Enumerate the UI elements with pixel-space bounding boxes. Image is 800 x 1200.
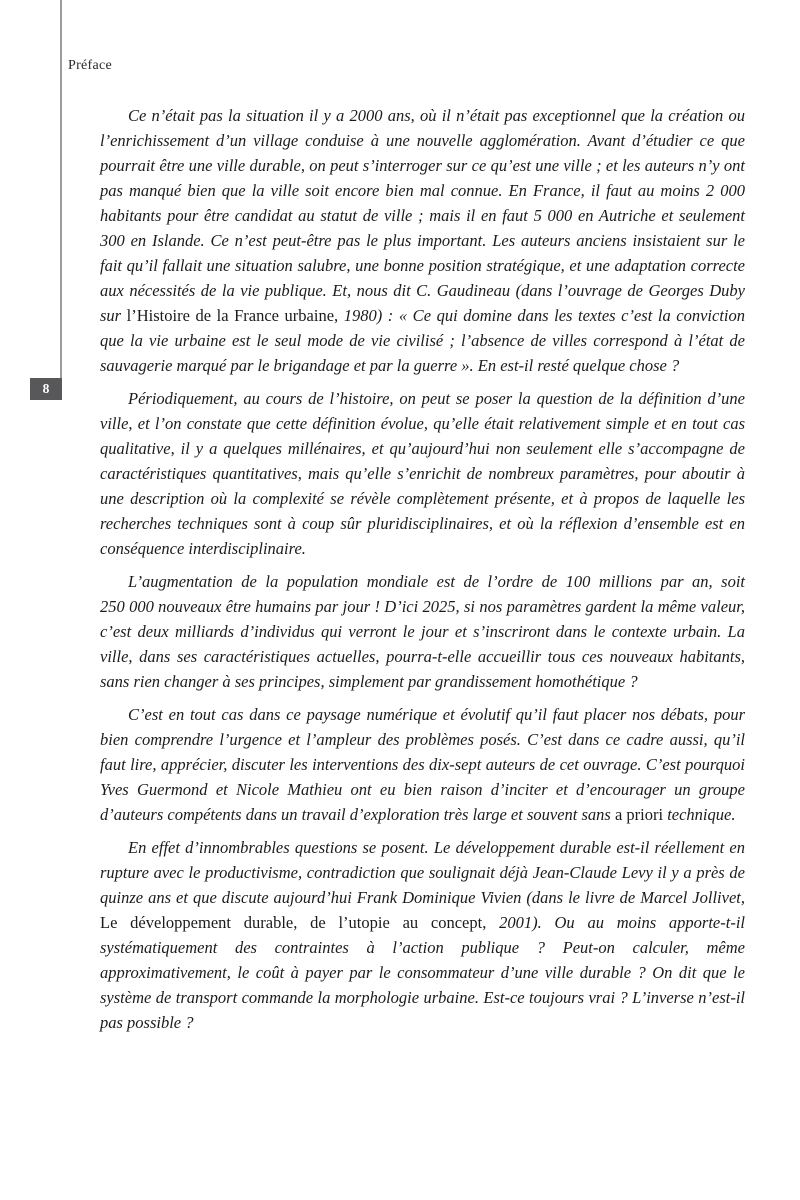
roman-title-segment: Le développement durable, de l’utopie au concept,: [100, 913, 500, 932]
page-number-badge: 8: [30, 378, 62, 400]
text-segment: En effet d’innombrables questions se posent. Le développement durable est-il réellement en rupture avec le productivisme, contradiction que soulignait déjà Jean-Claude Levy il y a près de quinze ans et que discute aujourd’hui Frank Dominique Vivien (dans le livre de Marcel Jollivet,: [100, 838, 745, 907]
text-segment: Périodiquement, au cours de l’histoire, on peut se poser la question de la définition d’une ville, et l’on constate que cette définition évolue, qu’elle était relativement simple et en tout cas qualitative, il y a quelques millénaires, et qu’aujourd’hui non seulement elle s’accompagne de caractéristiques quantitatives, mais qu’elle s’enrichit de nombreux paramètres, pour aboutir à une description où la complexité se révèle complètement présente, et à propos de laquelle les recherches techniques sont à coup sûr pluridisciplinaires, et où la réflexion d’ensemble est en conséquence interdisciplinaire.: [100, 389, 745, 558]
text-segment: 1980) : « Ce qui domine dans les textes c’est la conviction que la vie urbaine est le seul mode de vie civilisé ; l’absence de villes correspond à l’état de sauvagerie marqué par le brigandage et par la guerre ». En est-il resté quelque chose ?: [100, 306, 745, 375]
text-segment: technique.: [663, 805, 736, 824]
paragraph: [100, 702, 745, 827]
text-segment: C’est en tout cas dans ce paysage numérique et évolutif qu’il faut placer nos débats, pour bien comprendre l’urgence et l’ampleur des problèmes posés. C’est dans ce cadre aussi, qu’il faut lire, apprécier, discuter les interventions des dix-sept auteurs de cet ouvrage. C’est pourquoi Yves Guermond et Nicole Mathieu ont eu bien raison d’inciter et d’encourager un groupe d’auteurs compétents dans un travail d’exploration très large et souvent sans: [100, 705, 745, 824]
text-segment: L’augmentation de la population mondiale est de l’ordre de 100 millions par an, soit 250 000 nouveaux être humains par jour ! D’ici 2025, si nos paramètres gardent la même valeur, c’est deux milliards d’individus qui verront le jour et s’inscriront dans le contexte urbain. La ville, dans ses caractéristiques actuelles, pourra-t-elle accueillir tous ces nouveaux habitants, sans rien changer à ses principes, simplement par grandissement homothétique ?: [100, 572, 745, 691]
paragraph: [100, 569, 745, 694]
roman-title-segment: a priori: [614, 805, 664, 824]
paragraph: [100, 835, 745, 1035]
text-segment: 2001). Ou au moins apporte-t-il systématiquement des contraintes à l’action publique ? Peut-on calculer, même approximativement, le coût à payer par le consommateur d’une ville durable ? On dit que le système de transport commande la morphologie urbaine. Est-ce toujours vrai ? L’inverse n’est-il pas possible ?: [100, 913, 745, 1032]
margin-rule: [60, 0, 62, 400]
paragraph: [100, 386, 745, 561]
roman-title-segment: l’Histoire de la France urbaine,: [126, 306, 344, 325]
text-segment: Ce n’était pas la situation il y a 2000 ans, où il n’était pas exceptionnel que la création ou l’enrichissement d’un village conduise à une nouvelle agglomération. Avant d’étudier ce que pourrait être une ville durable, on peut s’interroger sur ce qu’est une ville ; et les auteurs n’y ont pas manqué bien que la ville soit encore bien mal connue. En France, il faut au moins 2 000 habitants pour être candidat au statut de ville ; mais il en faut 5 000 en Autriche et seulement 300 en Islande. Ce n’est peut-être pas le plus important. Les auteurs anciens insistaient sur le fait qu’il fallait une situation salubre, une bonne position stratégique, et une adaptation correcte aux nécessités de la vie publique. Et, nous dit C. Gaudineau (dans l’ouvrage de Georges Duby sur: [100, 106, 745, 325]
paragraph: [100, 103, 745, 378]
text-block: [100, 103, 745, 1043]
running-head: Préface: [68, 58, 113, 73]
